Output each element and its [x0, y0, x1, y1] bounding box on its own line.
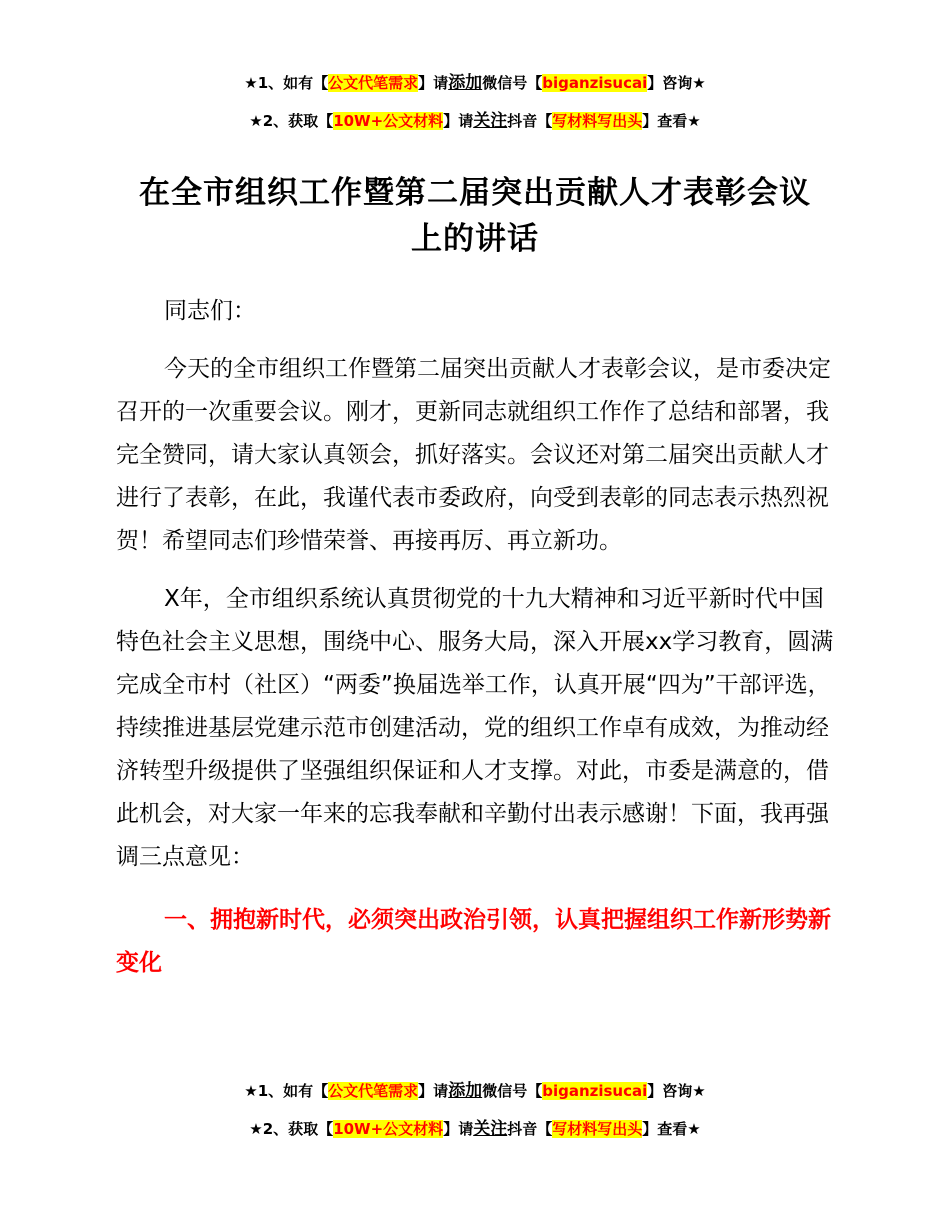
paragraph-1: 今天的全市组织工作暨第二届突出贡献人才表彰会议，是市委决定召开的一次重要会议。刚才，更新同志就组织工作作了总结和部署，我完全赞同，请大家认真领会，抓好落实。会议还对第二届突出贡献人才进行了表彰，在此，我谨代表市委政府，向受到表彰的同志表示热烈祝贺！希望同志们珍惜荣誉、再接再厉、再立新功。 [116, 356, 831, 554]
highlight-douyin: 写材料写出头 [552, 112, 643, 130]
top-banner-line-2: ★2、获取【10W+公文材料】请关注抖音【写材料写出头】查看★ [249, 111, 701, 131]
highlight-ghostwriting: 公文代笔需求 [328, 74, 419, 92]
top-banner-line-1: ★1、如有【公文代笔需求】请添加微信号【biganzisucai】咨询★ [244, 73, 706, 93]
highlight-douyin: 写材料写出头 [552, 1120, 643, 1138]
bottom-banner-line-2: ★2、获取【10W+公文材料】请关注抖音【写材料写出头】查看★ [249, 1119, 701, 1139]
title-line-1: 在全市组织工作暨第二届突出贡献人才表彰会议 [139, 175, 811, 211]
section-heading-1: 一、拥抱新时代，必须突出政治引领，认真把握组织工作新形势新变化 [116, 906, 831, 976]
highlight-wechat-id: biganzisucai [542, 1082, 648, 1100]
highlight-wechat-id: biganzisucai [542, 74, 648, 92]
document-title [100, 170, 850, 262]
bottom-banner-line-1: ★1、如有【公文代笔需求】请添加微信号【biganzisucai】咨询★ [244, 1081, 706, 1101]
highlight-materials: 10W+公文材料 [333, 1120, 444, 1138]
highlight-ghostwriting: 公文代笔需求 [328, 1082, 419, 1100]
paragraph-2: X年，全市组织系统认真贯彻党的十九大精神和习近平新时代中国特色社会主义思想，围绕中心、服务大局，深入开展xx学习教育，圆满完成全市村（社区）“两委”换届选举工作，认真开展“四为”干部评选，持续推进基层党建示范市创建活动，党的组织工作卓有成效，为推动经济转型升级提供了坚强组织保证和人才支撑。对此，市委是满意的，借此机会，对大家一年来的忘我奉献和辛勤付出表示感谢！下面，我再强调三点意见： [116, 586, 834, 870]
title-line-2: 上的讲话 [411, 221, 539, 257]
highlight-materials: 10W+公文材料 [333, 112, 444, 130]
salutation: 同志们： [164, 298, 256, 324]
